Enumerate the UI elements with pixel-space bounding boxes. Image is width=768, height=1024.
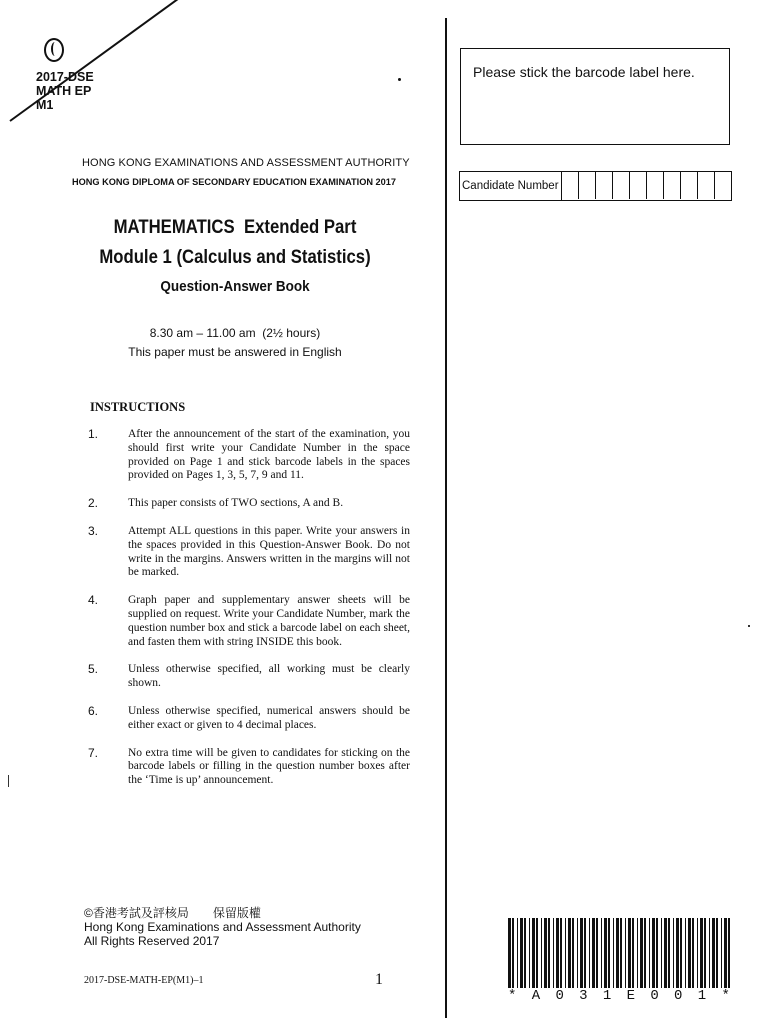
instruction-number: 3. (88, 523, 99, 538)
barcode-bar (664, 918, 667, 988)
instruction-number: 1. (88, 427, 99, 441)
barcode-bar (637, 918, 638, 988)
barcode-bar (541, 918, 542, 988)
barcode-bar (656, 918, 658, 988)
hkeaa-logo-icon (44, 38, 64, 62)
barcode-bar (673, 918, 674, 988)
barcode-bar (625, 918, 626, 988)
barcode-bar (620, 918, 622, 988)
barcode-bar (517, 918, 518, 988)
instruction-number: 6. (88, 703, 99, 718)
barcode-bar (596, 918, 598, 988)
barcode-bar (721, 918, 722, 988)
barcode-bar (512, 918, 514, 988)
barcode-bar (709, 918, 710, 988)
instruction-item (88, 594, 410, 649)
barcode-bar (532, 918, 535, 988)
paper-title: MATHEMATICS Extended Part (113, 217, 357, 238)
barcode-bar (556, 918, 559, 988)
instruction-item (88, 497, 410, 511)
barcode-char: 0 (674, 988, 683, 1004)
barcode-char: 1 (697, 988, 707, 1004)
candidate-digit-cell[interactable] (698, 172, 715, 199)
instruction-text: No extra time will be given to candidates for sticking on the barcode labels or filling in the question number boxes after the ‘Time is up’ announcement. (128, 746, 410, 787)
candidate-digit-cell[interactable] (664, 172, 681, 199)
barcode-bar (668, 918, 670, 988)
copyright-block (84, 906, 361, 948)
candidate-digit-cell[interactable] (596, 172, 613, 199)
barcode-prompt: Please stick the barcode label here. (473, 64, 695, 80)
instruction-text: Unless otherwise specified, all working must be clearly shown. (128, 663, 410, 690)
candidate-digit-cell[interactable] (579, 172, 596, 199)
barcode-bar (644, 918, 646, 988)
instruction-number: 5. (88, 662, 99, 677)
barcode-bar (613, 918, 614, 988)
exam-code-subject: MATH EP (36, 84, 92, 98)
barcode-char: 0 (555, 988, 564, 1004)
barcode-bar (508, 918, 511, 988)
candidate-digit-cell[interactable] (613, 172, 630, 199)
candidate-number-cells (562, 172, 731, 200)
book-type: Question-Answer Book (160, 278, 310, 295)
instructions-list (88, 428, 410, 802)
barcode-bar (688, 918, 691, 988)
barcode-bar (548, 918, 550, 988)
barcode-bar (604, 918, 607, 988)
candidate-digit-cell[interactable] (562, 172, 579, 199)
barcode-char: 1 (602, 988, 612, 1004)
barcode-bar (529, 918, 530, 988)
barcode-bar (697, 918, 698, 988)
instruction-text: Unless otherwise specified, numerical answers should be either exact or given to 4 decimal places. (128, 704, 410, 731)
barcode-bar (544, 918, 547, 988)
authority-name: HONG KONG EXAMINATIONS AND ASSESSMENT AUTHORITY (82, 157, 410, 169)
diploma-name: HONG KONG DIPLOMA OF SECONDARY EDUCATION EXAMINATION 2017 (72, 177, 396, 187)
barcode-char: 3 (579, 988, 588, 1004)
instructions-heading: INSTRUCTIONS (90, 400, 186, 414)
module-title: Module 1 (Calculus and Statistics) (99, 247, 371, 268)
barcode-bar (728, 918, 730, 988)
instruction-item (88, 663, 410, 691)
barcode-text (508, 988, 730, 1004)
page-number: 1 (375, 971, 383, 988)
instruction-number: 4. (88, 593, 99, 608)
instruction-number: 2. (88, 496, 99, 511)
barcode-char: 0 (650, 988, 659, 1004)
barcode-bar (628, 918, 631, 988)
barcode-bar (577, 918, 578, 988)
barcode-bar (572, 918, 574, 988)
barcode-bar (632, 918, 634, 988)
copyright-english: Hong Kong Examinations and Assessment Authority (84, 920, 361, 934)
instruction-item (88, 428, 410, 483)
instruction-number: 7. (88, 745, 99, 760)
barcode-bar (716, 918, 718, 988)
barcode-bar (680, 918, 682, 988)
barcode-bar (580, 918, 583, 988)
barcode-char: * (721, 988, 730, 1004)
barcode-bar (692, 918, 694, 988)
barcode-bar (565, 918, 566, 988)
copyright-chinese: ©香港考試及評核局 保留版權 (84, 906, 261, 920)
instruction-text: Graph paper and supplementary answer sheets will be supplied on request. Write your Candidate Number, mark the question number box and stick a barcode label on each sheet, and fasten them with string INSIDE this book. (128, 594, 410, 648)
instruction-item (88, 525, 410, 580)
barcode-char: * (508, 988, 517, 1004)
barcode-bar (640, 918, 643, 988)
instruction-text: This paper consists of TWO sections, A and B. (128, 497, 344, 510)
barcode-bar (524, 918, 526, 988)
barcode-bar (616, 918, 619, 988)
barcode-char: E (626, 988, 635, 1004)
barcode-bar (560, 918, 562, 988)
barcode-bar (589, 918, 590, 988)
instruction-text: Attempt ALL questions in this paper. Write your answers in the spaces provided in this Question-Answer Book. Do not write in the margins. Answers written in the margins will not be marked. (128, 524, 410, 579)
barcode-bar (520, 918, 523, 988)
answer-language: This paper must be answered in English (128, 345, 342, 359)
barcode-bar (700, 918, 703, 988)
paper-code: 2017-DSE-MATH-EP(M1)–1 (84, 975, 204, 986)
barcode-bar (685, 918, 686, 988)
instruction-item (88, 705, 410, 733)
exam-code (36, 70, 94, 112)
barcode-bar (661, 918, 662, 988)
candidate-digit-cell[interactable] (647, 172, 664, 199)
barcode-bar (704, 918, 706, 988)
candidate-number-label: Candidate Number (460, 172, 562, 200)
barcode-bar (584, 918, 586, 988)
barcode-bar (568, 918, 571, 988)
exam-code-year: 2017-DSE (36, 70, 94, 84)
exam-time: 8.30 am – 11.00 am (2½ hours) (149, 326, 321, 340)
margin-rule (445, 18, 447, 1018)
speck-mark (748, 625, 750, 627)
candidate-number-box (459, 171, 732, 201)
barcode-bar (601, 918, 602, 988)
barcode-bar (652, 918, 655, 988)
barcode-bar (592, 918, 595, 988)
barcode-bar (676, 918, 679, 988)
exam-code-module: M1 (36, 98, 54, 112)
barcode-bar (608, 918, 610, 988)
candidate-digit-cell[interactable] (630, 172, 647, 199)
barcode-bar (649, 918, 650, 988)
barcode-icon (508, 918, 730, 988)
barcode-label-box (460, 48, 730, 145)
instruction-text: After the announcement of the start of the examination, you should first write your Candidate Number in the space provided on Page 1 and stick barcode labels in the spaces provided on Pages 1, 3, 5, 7, 9 and 11. (128, 428, 410, 482)
speck-mark (398, 78, 401, 81)
edge-mark (8, 775, 9, 787)
barcode-char: A (531, 988, 541, 1004)
instruction-item (88, 747, 410, 788)
copyright-rights: All Rights Reserved 2017 (84, 934, 220, 948)
barcode-bar (724, 918, 727, 988)
barcode-bar (712, 918, 715, 988)
barcode-bar (553, 918, 554, 988)
candidate-digit-cell[interactable] (681, 172, 698, 199)
barcode-bar (536, 918, 538, 988)
candidate-digit-cell[interactable] (715, 172, 731, 199)
